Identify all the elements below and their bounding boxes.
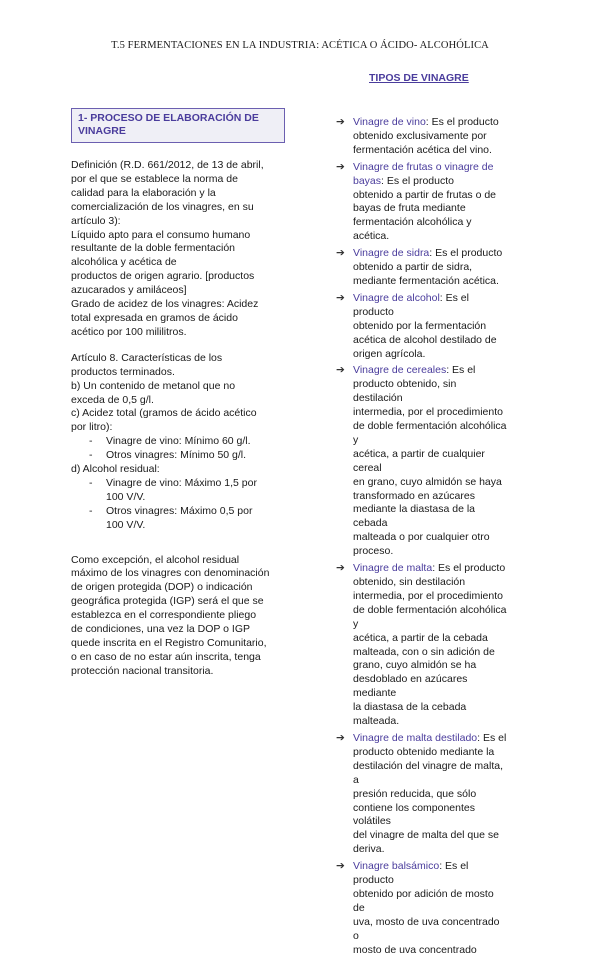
definition-line: productos de origen agrario. [productos	[71, 270, 255, 283]
arrow-icon: ➔	[336, 247, 345, 260]
arrow-icon: ➔	[336, 160, 345, 173]
vinegar-type-line: uva, mosto de uva concentrado o	[353, 915, 500, 942]
article-line: por litro):	[71, 421, 113, 434]
vinegar-type-line: Vinagre de malta destilado: Es el	[353, 731, 507, 744]
definition-paragraph	[71, 159, 285, 340]
definition-line: total expresada en gramos de ácido	[71, 311, 238, 324]
vinegar-type-line: obtenido exclusivamente por	[353, 129, 487, 142]
vinegar-type-line: Vinagre balsámico: Es el producto	[353, 860, 469, 887]
vinegar-type-entry	[336, 292, 508, 362]
exception-line: de origen protegida (DOP) o indicación	[71, 581, 253, 594]
exception-line: establezca en el correspondiente pliego	[71, 609, 257, 622]
vinegar-type-line: presión reducida, que sólo	[353, 787, 477, 800]
alcohol-heading: d) Alcohol residual:	[71, 463, 160, 476]
vinegar-type-line: mosto de uva concentrado	[353, 943, 477, 956]
arrow-icon: ➔	[336, 116, 345, 128]
section-heading-box: 1- PROCESO DE ELABORACIÓN DE VINAGRE	[71, 108, 285, 143]
exception-line: o en caso de no estar aún inscrita, tenga	[71, 650, 261, 663]
alcohol-item-line: - Otros vinagres: Máximo 0,5 por	[106, 504, 253, 517]
vinegar-type-name: Vinagre de malta destilado	[353, 731, 478, 744]
vinegar-type-line: producto obtenido, sin destilación	[353, 378, 457, 405]
alcohol-item-line: 100 V/V.	[106, 518, 146, 531]
vinegar-type-name: Vinagre de malta	[353, 562, 433, 575]
article-line: exceda de 0,5 g/l.	[71, 393, 154, 406]
article-line: productos terminados.	[71, 365, 175, 378]
vinegar-type-entry	[336, 161, 508, 244]
vinegar-type-line: obtenido a partir de frutas o de	[353, 188, 497, 201]
definition-line: alcohólica y acética de	[71, 256, 177, 269]
vinegar-type-line: en grano, cuyo almidón se haya	[353, 475, 502, 488]
vinegar-type-name: Vinagre de alcohol	[353, 291, 440, 304]
article-8-paragraph	[71, 352, 285, 435]
vinegar-type-line: Vinagre de cereales: Es el	[353, 364, 476, 377]
vinegar-type-entry	[336, 732, 508, 857]
definition-line: Definición (R.D. 661/2012, de 13 de abril,	[71, 159, 264, 171]
definition-line: Grado de acidez de los vinagres: Acidez	[71, 298, 259, 311]
vinegar-type-line: del vinagre de malta del que se	[353, 829, 499, 842]
vinegar-type-line: obtenido por la fermentación	[353, 319, 487, 332]
vinegar-type-entry	[336, 562, 508, 729]
vinegar-type-line: la diastasa de la cebada malteada.	[353, 701, 467, 728]
vinegar-type-line: bayas: Es el producto	[353, 174, 454, 187]
vinegar-type-name: Vinagre de cereales	[353, 364, 447, 377]
vinegar-type-line: mediante fermentación acética.	[353, 274, 499, 287]
vinegar-type-line: malteada, con o sin adición de	[353, 645, 495, 658]
vinegar-type-line: de doble fermentación alcohólica y	[353, 603, 507, 630]
definition-line: azucarados y amiláceos]	[71, 284, 187, 297]
acidez-list	[71, 435, 285, 463]
vinegar-types-list	[336, 116, 508, 960]
exception-line: quede inscrita en el Registro Comunitario,	[71, 637, 267, 649]
left-column	[71, 108, 285, 679]
vinegar-type-entry	[336, 364, 508, 559]
arrow-icon: ➔	[336, 562, 345, 575]
definition-line: acético por 100 mililitros.	[71, 325, 187, 338]
vinegar-type-line: de doble fermentación alcohólica y	[353, 420, 507, 446]
alcohol-item	[71, 505, 285, 533]
arrow-icon: ➔	[336, 291, 345, 304]
vinegar-type-line	[353, 161, 508, 175]
arrow-icon: ➔	[336, 364, 345, 377]
vinegar-type-line: intermedia, por el procedimiento	[353, 589, 503, 602]
vinegar-type-line: transformado en azúcares	[353, 489, 475, 502]
vinegar-type-entry	[336, 116, 508, 158]
vinegar-type-line: producto obtenido mediante la	[353, 745, 495, 758]
definition-line: resultante de la doble fermentación	[71, 242, 236, 255]
vinegar-type-entry	[336, 860, 508, 957]
definition-line: calidad para la elaboración y la	[71, 186, 216, 199]
alcohol-item	[71, 477, 285, 505]
article-line: c) Acidez total (gramos de ácido acético	[71, 407, 257, 420]
tipos-heading: TIPOS DE VINAGRE	[369, 72, 469, 84]
arrow-icon: ➔	[336, 860, 345, 873]
alcohol-list	[71, 477, 285, 533]
vinegar-type-line: Vinagre de sidra: Es el producto	[353, 247, 503, 260]
vinegar-type-line: proceso.	[353, 545, 394, 558]
vinegar-type-line: obtenido por adición de mosto de	[353, 887, 494, 914]
vinegar-type-name: bayas	[353, 174, 382, 187]
vinegar-type-line: grano, cuyo almidón se ha	[353, 659, 477, 672]
vinegar-type-line: obtenido a partir de sidra,	[353, 261, 473, 274]
vinegar-type-line: fermentación acética del vino.	[353, 143, 492, 156]
vinegar-type-line: deriva.	[353, 843, 385, 856]
vinegar-type-name: Vinagre de vino	[353, 116, 426, 128]
vinegar-type-line: Vinagre de malta: Es el producto	[353, 562, 506, 575]
exception-line: de condiciones, una vez la DOP o IGP	[71, 623, 250, 636]
vinegar-type-line: obtenido, sin destilación	[353, 576, 466, 588]
arrow-icon: ➔	[336, 731, 345, 744]
vinegar-type-line: origen agrícola.	[353, 347, 426, 360]
vinegar-type-entry	[336, 247, 508, 289]
vinegar-type-name: Vinagre balsámico	[353, 860, 440, 873]
vinegar-type-line: desdoblado en azúcares mediante	[353, 673, 468, 700]
alcohol-item-line: 100 V/V.	[106, 490, 146, 503]
vinegar-type-line: bayas de fruta mediante	[353, 202, 466, 215]
exception-line: geográfica protegida (IGP) será el que se	[71, 595, 264, 608]
definition-line: Líquido apto para el consumo humano	[71, 228, 251, 241]
acidez-item: - Vinagre de vino: Mínimo 60 g/l.	[71, 435, 285, 449]
exception-line: Como excepción, el alcohol residual	[71, 553, 240, 566]
vinegar-type-line: acética, a partir de la cebada	[353, 631, 488, 644]
vinegar-type-name: Vinagre de sidra	[353, 247, 430, 260]
exception-line: protección nacional transitoria.	[71, 664, 214, 677]
vinegar-type-line: malteada o por cualquier otro	[353, 531, 490, 544]
page-title: T.5 FERMENTACIONES EN LA INDUSTRIA: ACÉTICA O ÁCIDO- ALCOHÓLICA	[111, 40, 489, 51]
vinegar-type-line: contiene los componentes volátiles	[353, 801, 475, 828]
vinegar-type-line: Vinagre de vino: Es el producto	[353, 116, 499, 128]
definition-line: comercialización de los vinagres, en su	[71, 200, 254, 213]
exception-line: máximo de los vinagres con denominación	[71, 567, 270, 580]
vinegar-type-line: acética de alcohol destilado de	[353, 333, 497, 346]
definition-line: por el que se establece la norma de	[71, 172, 238, 185]
article-line: b) Un contenido de metanol que no	[71, 379, 236, 392]
alcohol-item-line: - Vinagre de vino: Máximo 1,5 por	[106, 476, 257, 489]
vinegar-type-line: intermedia, por el procedimiento	[353, 406, 503, 419]
article-line: Artículo 8. Características de los	[71, 351, 223, 364]
vinegar-type-line: mediante la diastasa de la cebada	[353, 503, 475, 530]
vinegar-type-name: Vinagre de frutas o vinagre de	[353, 160, 494, 173]
exception-paragraph	[71, 554, 285, 679]
vinegar-type-line: destilación del vinagre de malta, a	[353, 759, 504, 786]
vinegar-type-line: fermentación alcohólica y acética.	[353, 216, 472, 243]
vinegar-type-line: Vinagre de alcohol: Es el producto	[353, 291, 469, 318]
definition-line: artículo 3):	[71, 214, 121, 227]
vinegar-type-line: acética, a partir de cualquier cereal	[353, 447, 485, 474]
acidez-item: - Otros vinagres: Mínimo 50 g/l.	[71, 449, 285, 463]
